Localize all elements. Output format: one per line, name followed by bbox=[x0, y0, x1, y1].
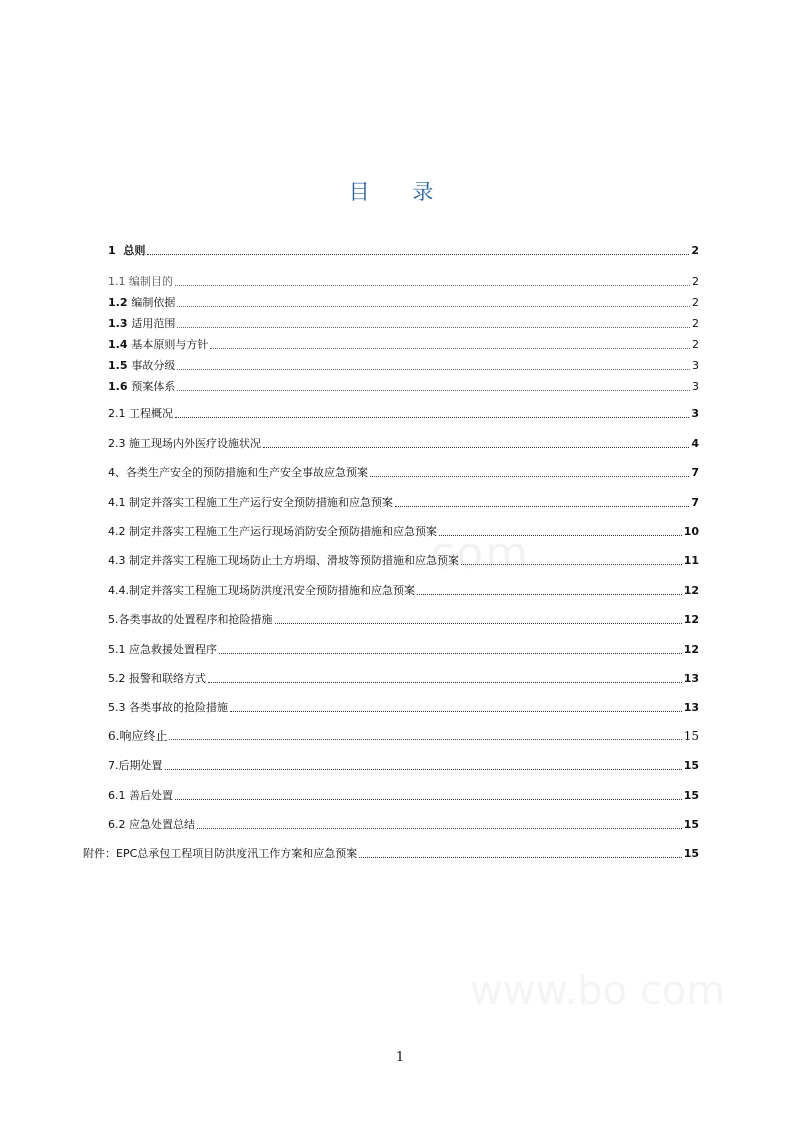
toc-entry[interactable] bbox=[108, 313, 699, 331]
toc-entry-label: 预案体系 bbox=[131, 380, 176, 393]
toc-entry-page: 15 bbox=[683, 847, 699, 860]
toc-entry-label: 5.3 各类事故的抢险措施 bbox=[108, 701, 228, 714]
toc-entry[interactable] bbox=[108, 639, 699, 657]
toc-entry-page: 15 bbox=[683, 818, 699, 831]
toc-leader-dots bbox=[219, 653, 682, 654]
toc-entry-page: 2 bbox=[692, 296, 699, 309]
toc-entry[interactable] bbox=[108, 292, 699, 310]
toc-leader-dots bbox=[175, 799, 682, 800]
toc-entry[interactable] bbox=[108, 355, 699, 373]
toc-entry[interactable] bbox=[108, 580, 699, 598]
toc-entry-page: 15 bbox=[683, 759, 699, 772]
toc-entry-page: 12 bbox=[683, 643, 699, 656]
toc-entry-page: 2 bbox=[692, 338, 699, 351]
toc-entry-label: 编制依据 bbox=[131, 296, 176, 309]
toc-entry-label: 7.后期处置 bbox=[108, 759, 163, 772]
toc-entry-page: 13 bbox=[683, 701, 699, 714]
toc-entry-number: 1.5 bbox=[108, 359, 132, 372]
toc-leader-dots bbox=[359, 857, 681, 858]
toc-leader-dots bbox=[230, 711, 682, 712]
toc-entry-label: 6.1 善后处置 bbox=[108, 789, 173, 802]
toc-leader-dots bbox=[208, 682, 682, 683]
toc-leader-dots bbox=[177, 369, 690, 370]
toc-entry-page: 10 bbox=[683, 525, 699, 538]
toc-entry[interactable] bbox=[108, 376, 699, 394]
toc-leader-dots bbox=[177, 390, 690, 391]
toc-entry-page: 13 bbox=[683, 672, 699, 685]
toc-entry[interactable] bbox=[108, 814, 699, 832]
toc-entry[interactable] bbox=[108, 725, 699, 743]
toc-entry[interactable] bbox=[108, 521, 699, 539]
toc-leader-dots bbox=[175, 417, 689, 418]
toc-entry[interactable] bbox=[108, 785, 699, 803]
toc-entry-page: 3 bbox=[692, 380, 699, 393]
toc-leader-dots bbox=[395, 506, 689, 507]
toc-entry[interactable] bbox=[108, 462, 699, 480]
toc-leader-dots bbox=[263, 447, 689, 448]
toc-entry-label: 6.2 应急处置总结 bbox=[108, 818, 195, 831]
toc-entry[interactable] bbox=[108, 697, 699, 715]
toc-entry-page: 15 bbox=[683, 789, 699, 802]
toc-entry-label: 2.3 施工现场内外医疗设施状况 bbox=[108, 437, 261, 450]
toc-entry[interactable] bbox=[108, 609, 699, 627]
toc-entry-page: 12 bbox=[683, 613, 699, 626]
page-number: 1 bbox=[395, 1050, 405, 1065]
toc-entry-number: 1.2 bbox=[108, 296, 132, 309]
toc-entry-label: 6.响应终止 bbox=[108, 729, 168, 743]
toc-entry-page: 4 bbox=[691, 437, 699, 450]
toc-leader-dots bbox=[275, 623, 682, 624]
toc-entry-number: 1 bbox=[108, 244, 124, 257]
toc-entry-label: 5.1 应急救援处置程序 bbox=[108, 643, 217, 656]
toc-entry[interactable] bbox=[108, 334, 699, 352]
toc-entry-label: 总则 bbox=[123, 244, 146, 257]
toc-entry[interactable] bbox=[108, 492, 699, 510]
toc-leader-dots bbox=[165, 769, 682, 770]
toc-entry[interactable] bbox=[108, 271, 699, 289]
toc-entry-label: 4、各类生产安全的预防措施和生产安全事故应急预案 bbox=[108, 466, 368, 479]
toc-leader-dots bbox=[177, 306, 690, 307]
toc-entry-label: 4.3 制定并落实工程施工现场防止土方坍塌、滑坡等预防措施和应急预案 bbox=[108, 554, 459, 567]
toc-entry-page: 2 bbox=[691, 244, 699, 257]
watermark: com bbox=[430, 528, 530, 579]
toc-title: 目 录 bbox=[348, 180, 452, 204]
toc-leader-dots bbox=[417, 594, 682, 595]
toc-entry-page: 12 bbox=[683, 584, 699, 597]
toc-entry[interactable] bbox=[108, 240, 699, 258]
toc-leader-dots bbox=[461, 564, 682, 565]
toc-leader-dots bbox=[370, 476, 689, 477]
toc-leader-dots bbox=[147, 254, 689, 255]
toc-entry[interactable] bbox=[83, 843, 699, 861]
toc-entry-number: 1.4 bbox=[108, 338, 132, 351]
toc-entry-number: 1.6 bbox=[108, 380, 132, 393]
toc-leader-dots bbox=[210, 348, 690, 349]
toc-entry-page: 7 bbox=[691, 466, 699, 479]
toc-entry[interactable] bbox=[108, 403, 699, 421]
toc-entry-label: 1.1 编制目的 bbox=[108, 275, 173, 288]
toc-entry[interactable] bbox=[108, 755, 699, 773]
toc-entry-label: 4.2 制定并落实工程施工生产运行现场消防安全预防措施和应急预案 bbox=[108, 525, 437, 538]
toc-entry-label: 5.各类事故的处置程序和抢险措施 bbox=[108, 613, 273, 626]
toc-entry-page: 11 bbox=[683, 554, 699, 567]
toc-entry-label: 2.1 工程概况 bbox=[108, 407, 173, 420]
toc-entry[interactable] bbox=[108, 550, 699, 568]
toc-entry-page: 2 bbox=[692, 317, 699, 330]
toc-entry-label: 基本原则与方针 bbox=[131, 338, 209, 351]
toc-entry-page: 7 bbox=[691, 496, 699, 509]
toc-entry-label: 事故分级 bbox=[131, 359, 176, 372]
toc-entry-label: 适用范围 bbox=[131, 317, 176, 330]
toc-entry-page: 3 bbox=[691, 407, 699, 420]
toc-entry-page: 15 bbox=[683, 729, 699, 743]
toc-leader-dots bbox=[177, 327, 690, 328]
toc-entry[interactable] bbox=[108, 668, 699, 686]
toc-leader-dots bbox=[169, 739, 681, 740]
watermark: www.bo com bbox=[470, 968, 726, 1014]
toc-entry-label: 附件：EPC总承包工程项目防洪度汛工作方案和应急预案 bbox=[83, 847, 358, 860]
toc-leader-dots bbox=[175, 285, 690, 286]
toc-entry-label: 4.4.制定并落实工程施工现场防洪度汛安全预防措施和应急预案 bbox=[108, 584, 415, 597]
toc-leader-dots bbox=[197, 828, 682, 829]
toc-entry-label: 4.1 制定并落实工程施工生产运行安全预防措施和应急预案 bbox=[108, 496, 393, 509]
toc-entry-number: 1.3 bbox=[108, 317, 132, 330]
toc-entry-page: 2 bbox=[692, 275, 699, 288]
toc-entry-label: 5.2 报警和联络方式 bbox=[108, 672, 206, 685]
toc-entry[interactable] bbox=[108, 433, 699, 451]
toc-leader-dots bbox=[439, 535, 682, 536]
toc-entry-page: 3 bbox=[692, 359, 699, 372]
